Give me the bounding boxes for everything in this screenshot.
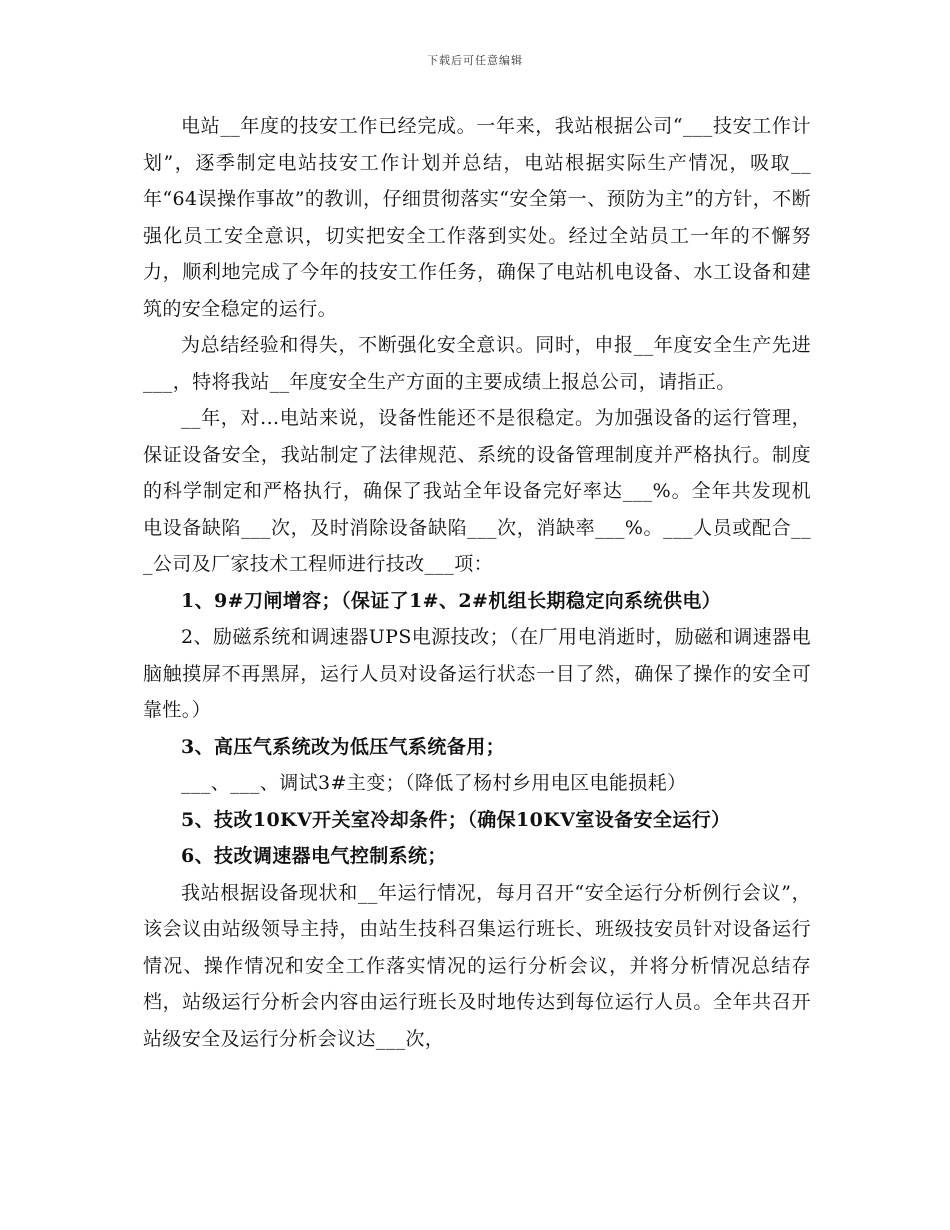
document-body <box>143 108 811 1057</box>
paragraph-meetings: 我站根据设备现状和__年运行情况，每月召开“安全运行分析例行会议”，该会议由站级领导主持，由站生技科召集运行班长、班级技安员针对设备运行情况、操作情况和安全工作落实情况的运行分析会议，并将分析情况总结存档，站级运行分析会内容由运行班长及时地传达到每位运行人员。全年共召开站级安全及运行分析会议达___次， <box>143 881 811 1050</box>
page-header: 下载后可任意编辑 <box>427 54 523 67</box>
paragraph-summary: 为总结经验和得失，不断强化安全意识。同时，申报__年度安全生产先进___，特将我站__年度安全生产方面的主要成绩上报总公司，请指正。 <box>143 334 811 393</box>
list-item-4: ___、___、调试3#主变；（降低了杨村乡用电区电能损耗） <box>181 772 687 794</box>
list-item-5: 5、技改10KV开关室冷却条件；（确保10KV室设备安全运行） <box>181 808 731 831</box>
list-item-1: 1、9#刀闸增容；（保证了1#、2#机组长期稳定向系统供电） <box>181 589 722 612</box>
list-item-3: 3、高压气系统改为低压气系统备用； <box>181 735 506 758</box>
list-item-2: 2、励磁系统和调速器UPS电源技改；（在厂用电消逝时，励磁和调速器电脑触摸屏不再黑屏，运行人员对设备运行状态一目了然，确保了操作的安全可靠性。） <box>143 626 811 721</box>
paragraph-equipment: __年，对...电站来说，设备性能还不是很稳定。为加强设备的运行管理，保证设备安全，我站制定了法律规范、系统的设备管理制度并严格执行。制度的科学制定和严格执行，确保了我站全年设备完好率达___%。全年共发现机电设备缺陷___次，及时消除设备缺陷___次，消缺率___%。___人员或配合___公司及厂家技术工程师进行技改___项： <box>143 407 811 575</box>
paragraph-intro: 电站__年度的技安工作已经完成。一年来，我站根据公司“___技安工作计划”，逐季制定电站技安工作计划并总结，电站根据实际生产情况，吸取__年“64误操作事故”的教训，仔细贯彻落实“安全第一、预防为主”的方针，不断强化员工安全意识，切实把安全工作落到实处。经过全站员工一年的不懈努力，顺利地完成了今年的技安工作任务，确保了电站机电设备、水工设备和建筑的安全稳定的运行。 <box>143 115 811 320</box>
list-item-6: 6、技改调速器电气控制系统； <box>181 845 447 867</box>
